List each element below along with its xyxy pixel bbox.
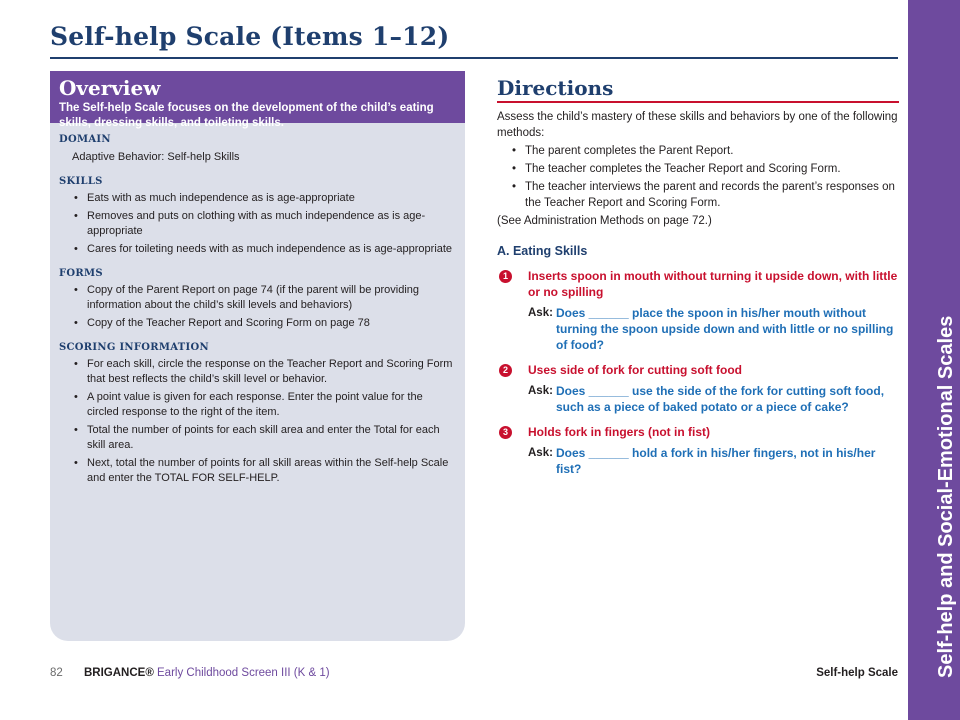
overview-header [50,71,465,129]
skill-text: Uses side of fork for cutting soft food [528,363,743,377]
product-name: Early Childhood Screen III (K & 1) [157,667,330,679]
overview-title: Overview [59,76,161,100]
scoring-heading: SCORING INFORMATION [59,342,209,353]
item-number-badge: 3 [499,426,512,439]
scoring-bullet: • A point value is given for each response. Enter the point value for the circled response to the right of the item. [59,390,456,420]
ask-label: Ask: [528,385,553,397]
brand-name: BRIGANCE® [84,667,154,679]
form-bullet: • Copy of the Parent Report on page 74 (if the parent will be providing information about the child’s skill levels and behaviors) [59,283,456,313]
overview-body [50,123,465,486]
method-bullet: • The parent completes the Parent Report. [497,143,899,159]
ask-label: Ask: [528,307,553,319]
skill-text: Inserts spoon in mouth without turning it upside down, with little or no spilling [528,269,898,299]
ask-question: Does ______ hold a fork in his/her fingers, not in his/her fist? [556,446,876,476]
ask-prompt [528,383,899,415]
ask-question: Does ______ place the spoon in his/her mouth without turning the spoon upside down and with little or no spilling of food? [556,306,894,352]
overview-description: The Self-help Scale focuses on the development of the child’s eating skills, dressing skills, and toileting skills. [59,102,434,129]
skill-bullet: • Eats with as much independence as is age-appropriate [59,191,456,206]
ask-question: Does ______ use the side of the fork for cutting soft food, such as a piece of baked potato or a piece of cake? [556,384,885,414]
methods-list [497,143,899,211]
skills-list [59,191,456,257]
side-tab-label: Self-help and Social-Emotional Scales [935,315,957,678]
skill-item-3 [497,424,899,477]
domain-value: Adaptive Behavior: Self-help Skills [72,151,240,163]
eating-skills-heading: A. Eating Skills [497,244,588,258]
form-bullet: • Copy of the Teacher Report and Scoring Form on page 78 [59,316,456,331]
page-title: Self-help Scale (Items 1–12) [50,22,450,51]
item-number-badge: 2 [499,364,512,377]
page-number: 82 [50,667,63,679]
skill-item-2 [497,362,899,415]
skill-bullet: • Removes and puts on clothing with as much independence as is age-appropriate [59,209,456,239]
skills-heading: SKILLS [59,176,103,187]
scoring-bullet: • Total the number of points for each skill area and enter the Total for each skill area. [59,423,456,453]
skill-text: Holds fork in fingers (not in fist) [528,425,710,439]
scoring-bullet: • For each skill, circle the response on the Teacher Report and Scoring Form that best reflects the child’s skill level or behavior. [59,357,456,387]
skill-item-1 [497,268,899,353]
item-number-badge: 1 [499,270,512,283]
skill-bullet: • Cares for toileting needs with as much independence as is age-appropriate [59,242,456,257]
directions-rule [497,101,899,103]
footer-brand [84,667,330,679]
ask-label: Ask: [528,447,553,459]
method-bullet: • The teacher completes the Teacher Report and Scoring Form. [497,161,899,177]
directions-intro: Assess the child’s mastery of these skills and behaviors by one of the following methods: [497,111,898,139]
administration-note: (See Administration Methods on page 72.) [497,215,712,227]
ask-prompt [528,305,899,353]
directions-section [497,76,899,477]
title-rule [50,57,898,59]
footer-section-name: Self-help Scale [816,667,898,679]
scoring-list [59,357,456,486]
directions-title: Directions [497,76,614,100]
domain-heading: DOMAIN [59,134,111,145]
forms-heading: FORMS [59,268,103,279]
ask-prompt [528,445,899,477]
method-bullet: • The teacher interviews the parent and records the parent’s responses on the Teacher Report and Scoring Form. [497,179,899,211]
overview-panel [50,71,465,641]
forms-list [59,283,456,331]
scoring-bullet: • Next, total the number of points for all skill areas within the Self-help Scale and enter the TOTAL FOR SELF-HELP. [59,456,456,486]
